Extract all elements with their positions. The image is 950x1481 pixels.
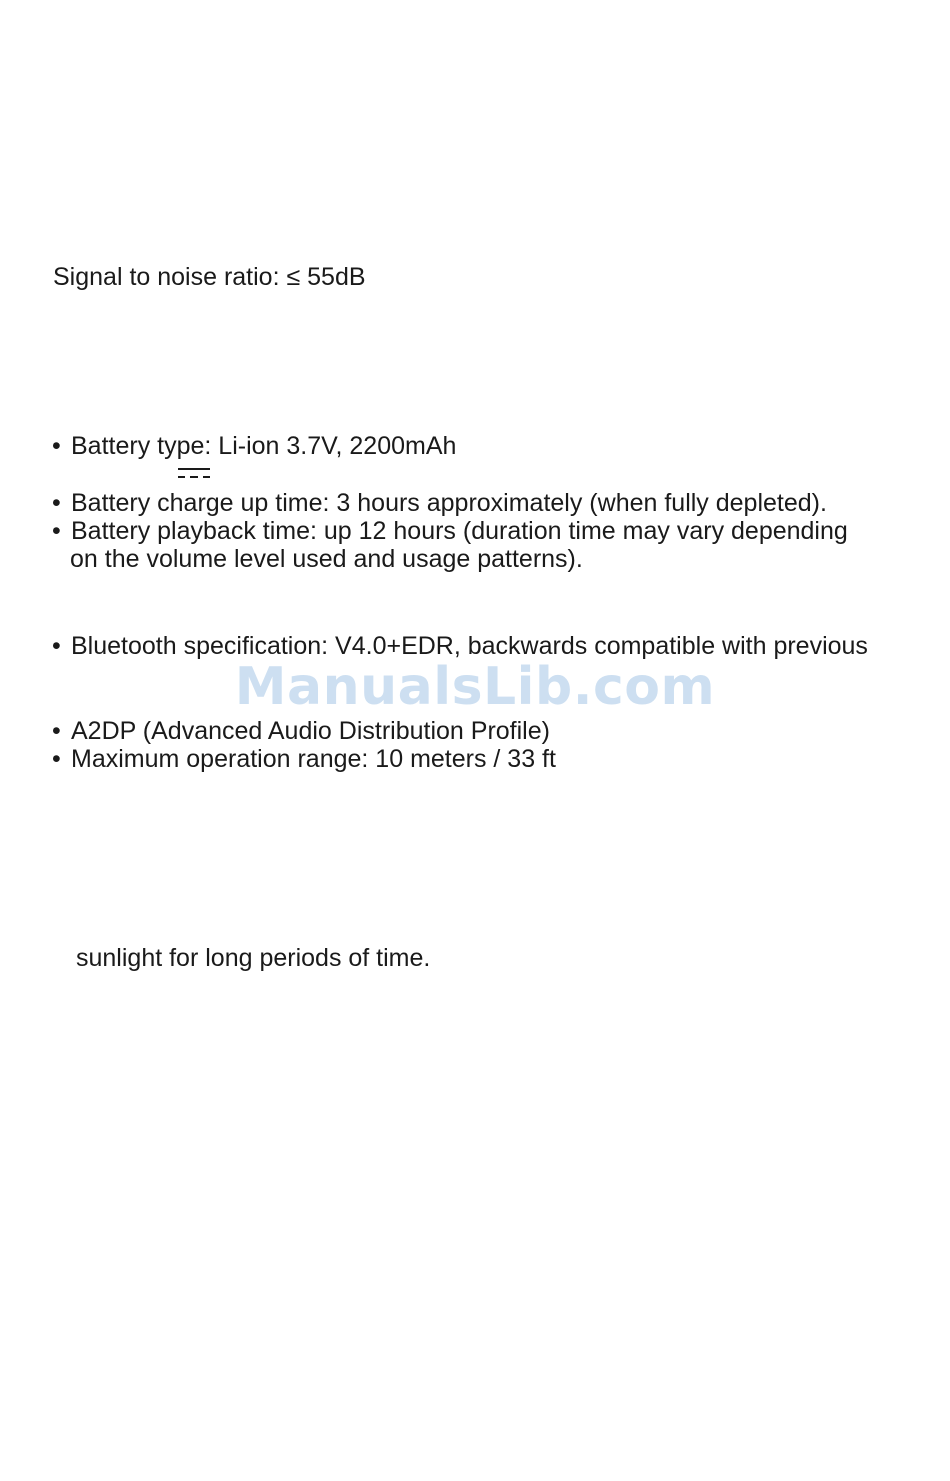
battery-type-text: Battery type: Li-ion 3.7V, 2200mAh	[71, 432, 457, 460]
sunlight-warning-text: sunlight for long periods of time.	[76, 944, 431, 972]
battery-playback-text-continued: on the volume level used and usage patterns).	[70, 545, 583, 573]
bullet-battery-playback: •	[52, 517, 61, 545]
battery-playback-text: Battery playback time: up 12 hours (duration time may vary depending	[71, 517, 848, 545]
bullet-range: •	[52, 745, 61, 773]
bullet-battery-type: •	[52, 432, 61, 460]
bullet-battery-charge: •	[52, 489, 61, 517]
dc-voltage-icon	[177, 466, 211, 480]
a2dp-text: A2DP (Advanced Audio Distribution Profile)	[71, 717, 550, 745]
battery-charge-text: Battery charge up time: 3 hours approximately (when fully depleted).	[71, 489, 827, 517]
manualslib-watermark: ManualsLib.com	[234, 657, 716, 717]
bullet-a2dp: •	[52, 717, 61, 745]
snr-spec-text: Signal to noise ratio: ≤ 55dB	[53, 263, 366, 291]
bluetooth-spec-text: Bluetooth specification: V4.0+EDR, backwards compatible with previous	[71, 632, 868, 660]
operation-range-text: Maximum operation range: 10 meters / 33 ft	[71, 745, 556, 773]
bullet-bluetooth-spec: •	[52, 632, 61, 660]
